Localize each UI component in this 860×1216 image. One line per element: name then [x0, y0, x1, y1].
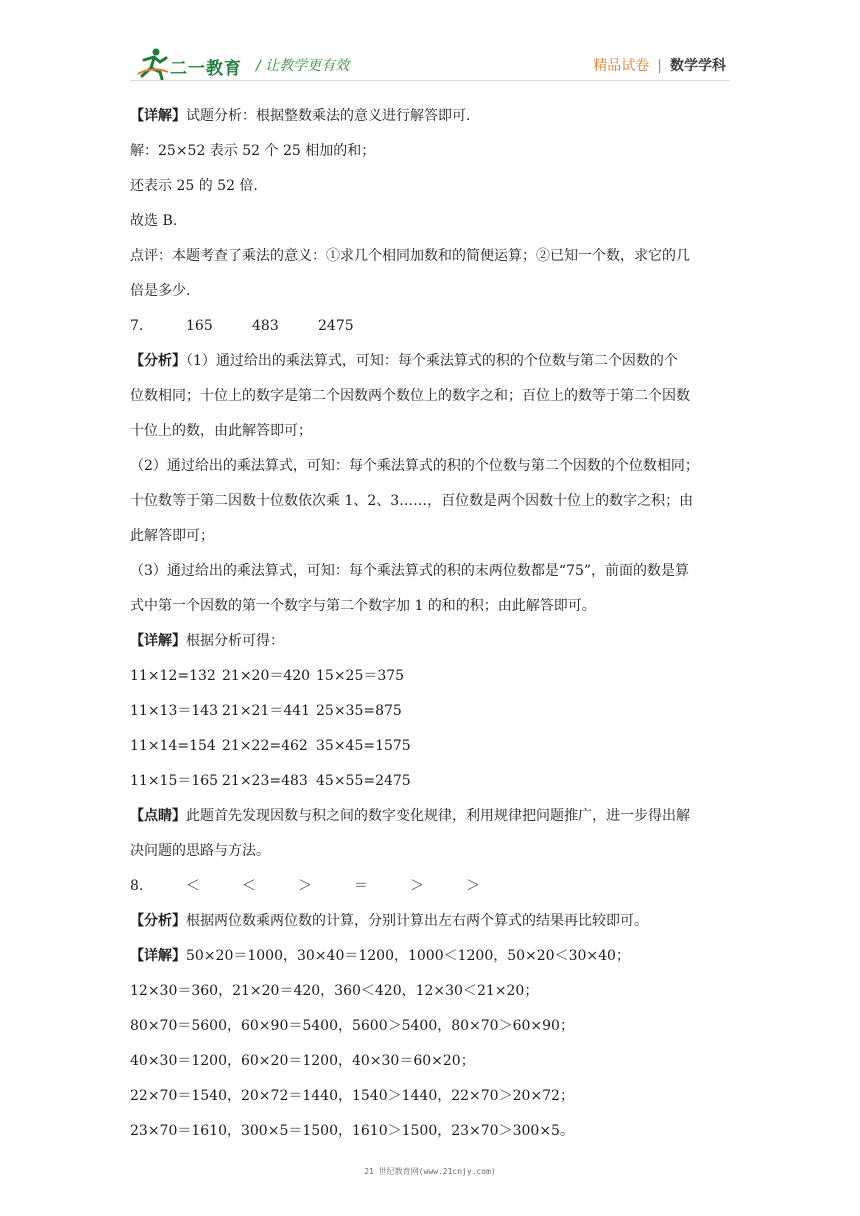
equation: 45×55=2475	[316, 773, 411, 789]
q6-solution-line: 解：25×52 表示 52 个 25 相加的和；	[130, 143, 376, 159]
q8-detail-line: 22×70＝1540，20×72＝1440，1540＞1440，22×70＞20×72；	[130, 1088, 574, 1104]
q7-analysis-line: （3）通过给出的乘法算式，可知：每个乘法算式的积的末两位数都是“75”，前面的数是算	[130, 563, 690, 579]
detail-tag: 【详解】	[130, 948, 186, 964]
q7-analysis-line: 十位数等于第二因数十位数依次乘 1、2、3……，百位数是两个因数十位上的数字之积；由	[130, 493, 694, 509]
equation: 11×13＝143	[130, 703, 219, 719]
badge-premium: 精品试卷	[593, 58, 650, 74]
q6-solution-line: 还表示 25 的 52 倍.	[130, 178, 258, 194]
answer-blank: ＜	[186, 878, 200, 894]
equation: 21×20＝420	[222, 668, 311, 684]
analysis-tag: 【分析】	[130, 913, 186, 929]
badge-separator: |	[657, 58, 662, 74]
analysis-tag: 【分析】	[130, 353, 186, 369]
analysis-text: （1）通过给出的乘法算式，可知：每个乘法算式的积的个位数与第二个因数的个	[186, 353, 678, 369]
q6-detail	[130, 99, 732, 134]
detail-text: 50×20＝1000，30×40＝1200，1000＜1200，50×20＜30×40；	[186, 948, 630, 964]
equation: 15×25＝375	[316, 668, 405, 684]
equation: 35×45=1575	[316, 738, 411, 754]
equation: 21×23=483	[222, 773, 308, 789]
q8-answers	[130, 869, 732, 904]
logo	[136, 46, 256, 80]
q7-analysis-line: 位数相同；十位上的数字是第二个因数两个数位上的数字之和；百位上的数等于第二个因数	[130, 388, 690, 404]
badge-subject: 数学学科	[670, 58, 726, 74]
answer-blank: ＜	[242, 878, 256, 894]
q8-detail-line: 80×70＝5600，60×90＝5400，5600＞5400，80×70＞60×90；	[130, 1018, 574, 1034]
page-footer: 21 世纪教育网(www.21cnjy.com)	[364, 1167, 496, 1176]
header-badges	[593, 55, 726, 75]
q7-analysis-line: 此解答即可；	[130, 528, 214, 544]
equation: 11×12=132	[130, 668, 216, 684]
q7-insight	[130, 799, 732, 834]
logo-text: 二一教育	[170, 59, 242, 79]
answer-blank: 483	[252, 318, 279, 334]
insight-text: 此题首先发现因数与积之间的数字变化规律，利用规律把问题推广，进一步得出解	[186, 808, 690, 824]
answer-blank: 165	[186, 318, 213, 334]
q6-answer: 故选 B.	[130, 213, 178, 229]
equation: 21×22=462	[222, 738, 308, 754]
q8-detail	[130, 939, 732, 974]
q8-detail-line: 40×30＝1200，60×20＝1200，40×30＝60×20；	[130, 1053, 475, 1069]
detail-text: 根据分析可得：	[186, 633, 284, 649]
analysis-text: 根据两位数乘两位数的计算，分别计算出左右两个算式的结果再比较即可。	[186, 913, 648, 929]
q8-analysis	[130, 904, 732, 939]
answer-blank: ＞	[466, 878, 480, 894]
equation: 11×15＝165	[130, 773, 219, 789]
equation: 11×14=154	[130, 738, 216, 754]
runner-logo-icon	[136, 46, 170, 80]
equation: 21×21＝441	[222, 703, 311, 719]
equation-row	[130, 694, 732, 729]
answer-blank: 2475	[318, 318, 354, 334]
slogan: / 让教学更有效	[256, 58, 350, 74]
q7-analysis-line: 式中第一个因数的第一个数字与第二个数字加 1 的和的积；由此解答即可。	[130, 598, 596, 614]
answer-blank: ＝	[354, 878, 368, 894]
q7-answers	[130, 309, 732, 344]
equation-row	[130, 659, 732, 694]
q7-insight-line: 决问题的思路与方法。	[130, 843, 270, 859]
answer-blank: ＞	[298, 878, 312, 894]
header-divider	[130, 80, 730, 81]
q7-detail	[130, 624, 732, 659]
question-number: 7.	[130, 318, 144, 334]
q6-comment: 点评：本题考查了乘法的意义：①求几个相同加数和的简便运算；②已知一个数，求它的几	[130, 248, 690, 264]
q8-detail-line: 12×30＝360，21×20＝420，360＜420，12×30＜21×20；	[130, 983, 539, 999]
document-body	[130, 99, 732, 1149]
insight-tag: 【点睛】	[130, 808, 186, 824]
q7-analysis	[130, 344, 732, 379]
answer-blank: ＞	[410, 878, 424, 894]
question-number: 8.	[130, 878, 144, 894]
q7-analysis-line: 十位上的数，由此解答即可；	[130, 423, 312, 439]
page-header	[0, 0, 860, 92]
detail-tag: 【详解】	[130, 108, 186, 124]
detail-text: 试题分析：根据整数乘法的意义进行解答即可.	[186, 108, 471, 124]
q8-detail-line: 23×70＝1610，300×5＝1500，1610＞1500，23×70＞300×5。	[130, 1123, 574, 1139]
q6-comment: 倍是多少.	[130, 283, 191, 299]
q7-analysis-line: （2）通过给出的乘法算式，可知：每个乘法算式的积的个位数与第二个因数的个位数相同；	[130, 458, 699, 474]
equation-row	[130, 729, 732, 764]
equation: 25×35=875	[316, 703, 402, 719]
detail-tag: 【详解】	[130, 633, 186, 649]
equation-row	[130, 764, 732, 799]
